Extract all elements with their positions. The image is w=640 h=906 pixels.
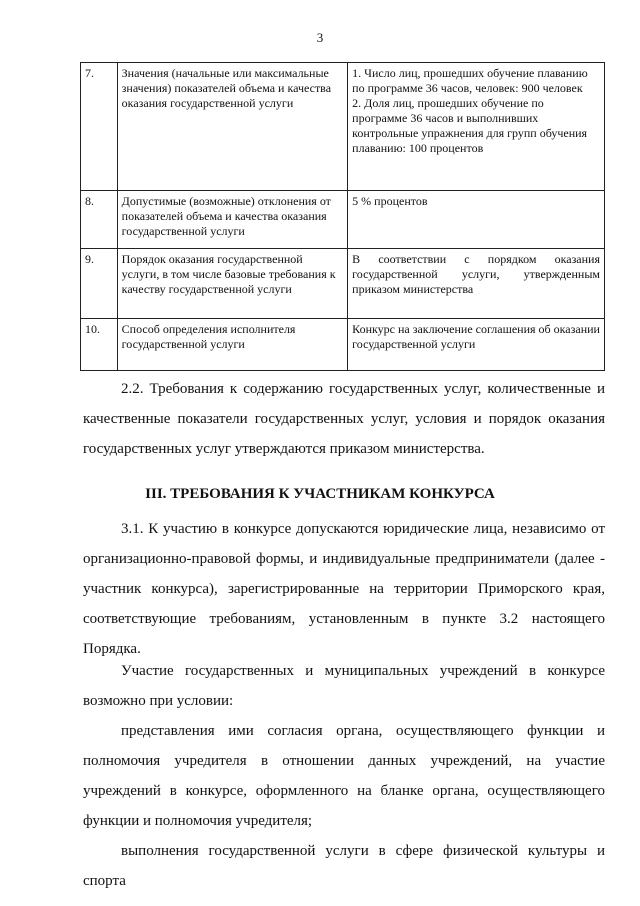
row-parameter-name: Допустимые (возможные) отклонения от показателей объема и качества оказания государственной услуги [117,191,348,249]
value-line: 2. Доля лиц, прошедших обучение по программе 36 часов и выполнивших контрольные упражнения для групп обучения плаванию: 100 процентов [352,96,588,155]
row-parameter-value [348,63,605,191]
table-row [81,319,605,371]
page-number: 3 [316,30,324,45]
row-parameter-value [348,249,605,319]
table-row [81,249,605,319]
table-row [81,63,605,191]
value-line: В соответствии с порядком оказания государственной услуги, утвержденным приказом министерства [352,252,600,296]
row-number: 8. [81,191,118,249]
row-parameter-name: Порядок оказания государственной услуги, в том числе базовые требования к качеству государственной услуги [117,249,348,319]
paragraph-2-2: 2.2. Требования к содержанию государственных услуг, количественные и качественные показатели государственных услуг, условия и порядок оказания государственных услуг утверждаются приказом министерства. [83,381,605,457]
row-parameter-value [348,191,605,249]
paragraph-3-1: 3.1. К участию в конкурсе допускаются юридические лица, независимо от организационно-правовой формы, и индивидуальные предприниматели (далее - участник конкурса), зарегистрированные на территории Приморского края, соответствующие требованиям, установленным в пункте 3.2 настоящего Порядка. [83,521,605,657]
paragraph-participation: Участие государственных и муниципальных учреждений в конкурсе возможно при условии: [83,663,605,709]
service-parameters-table [80,62,605,371]
row-number: 10. [81,319,118,371]
row-parameter-name: Способ определения исполнителя государственной услуги [117,319,348,371]
paragraph-consent: представления ими согласия органа, осуществляющего функции и полномочия учредителя в отношении данных учреждений, на участие учреждений в конкурсе, оформленного на бланке органа, осуществляющего функции и полномочия учредителя; [83,723,605,829]
row-number: 7. [81,63,118,191]
value-line: Конкурс на заключение соглашения об оказании государственной услуги [352,322,600,351]
table-row [81,191,605,249]
section-heading: III. ТРЕБОВАНИЯ К УЧАСТНИКАМ КОНКУРСА [145,486,495,502]
row-parameter-value [348,319,605,371]
value-line: 1. Число лиц, прошедших обучение плаванию по программе 36 часов, человек: 900 человек [352,66,588,95]
value-line: 5 % процентов [352,194,428,208]
paragraph-execution: выполнения государственной услуги в сфере физической культуры и спорта [83,843,605,889]
row-number: 9. [81,249,118,319]
row-parameter-name: Значения (начальные или максимальные значения) показателей объема и качества оказания государственной услуги [117,63,348,191]
